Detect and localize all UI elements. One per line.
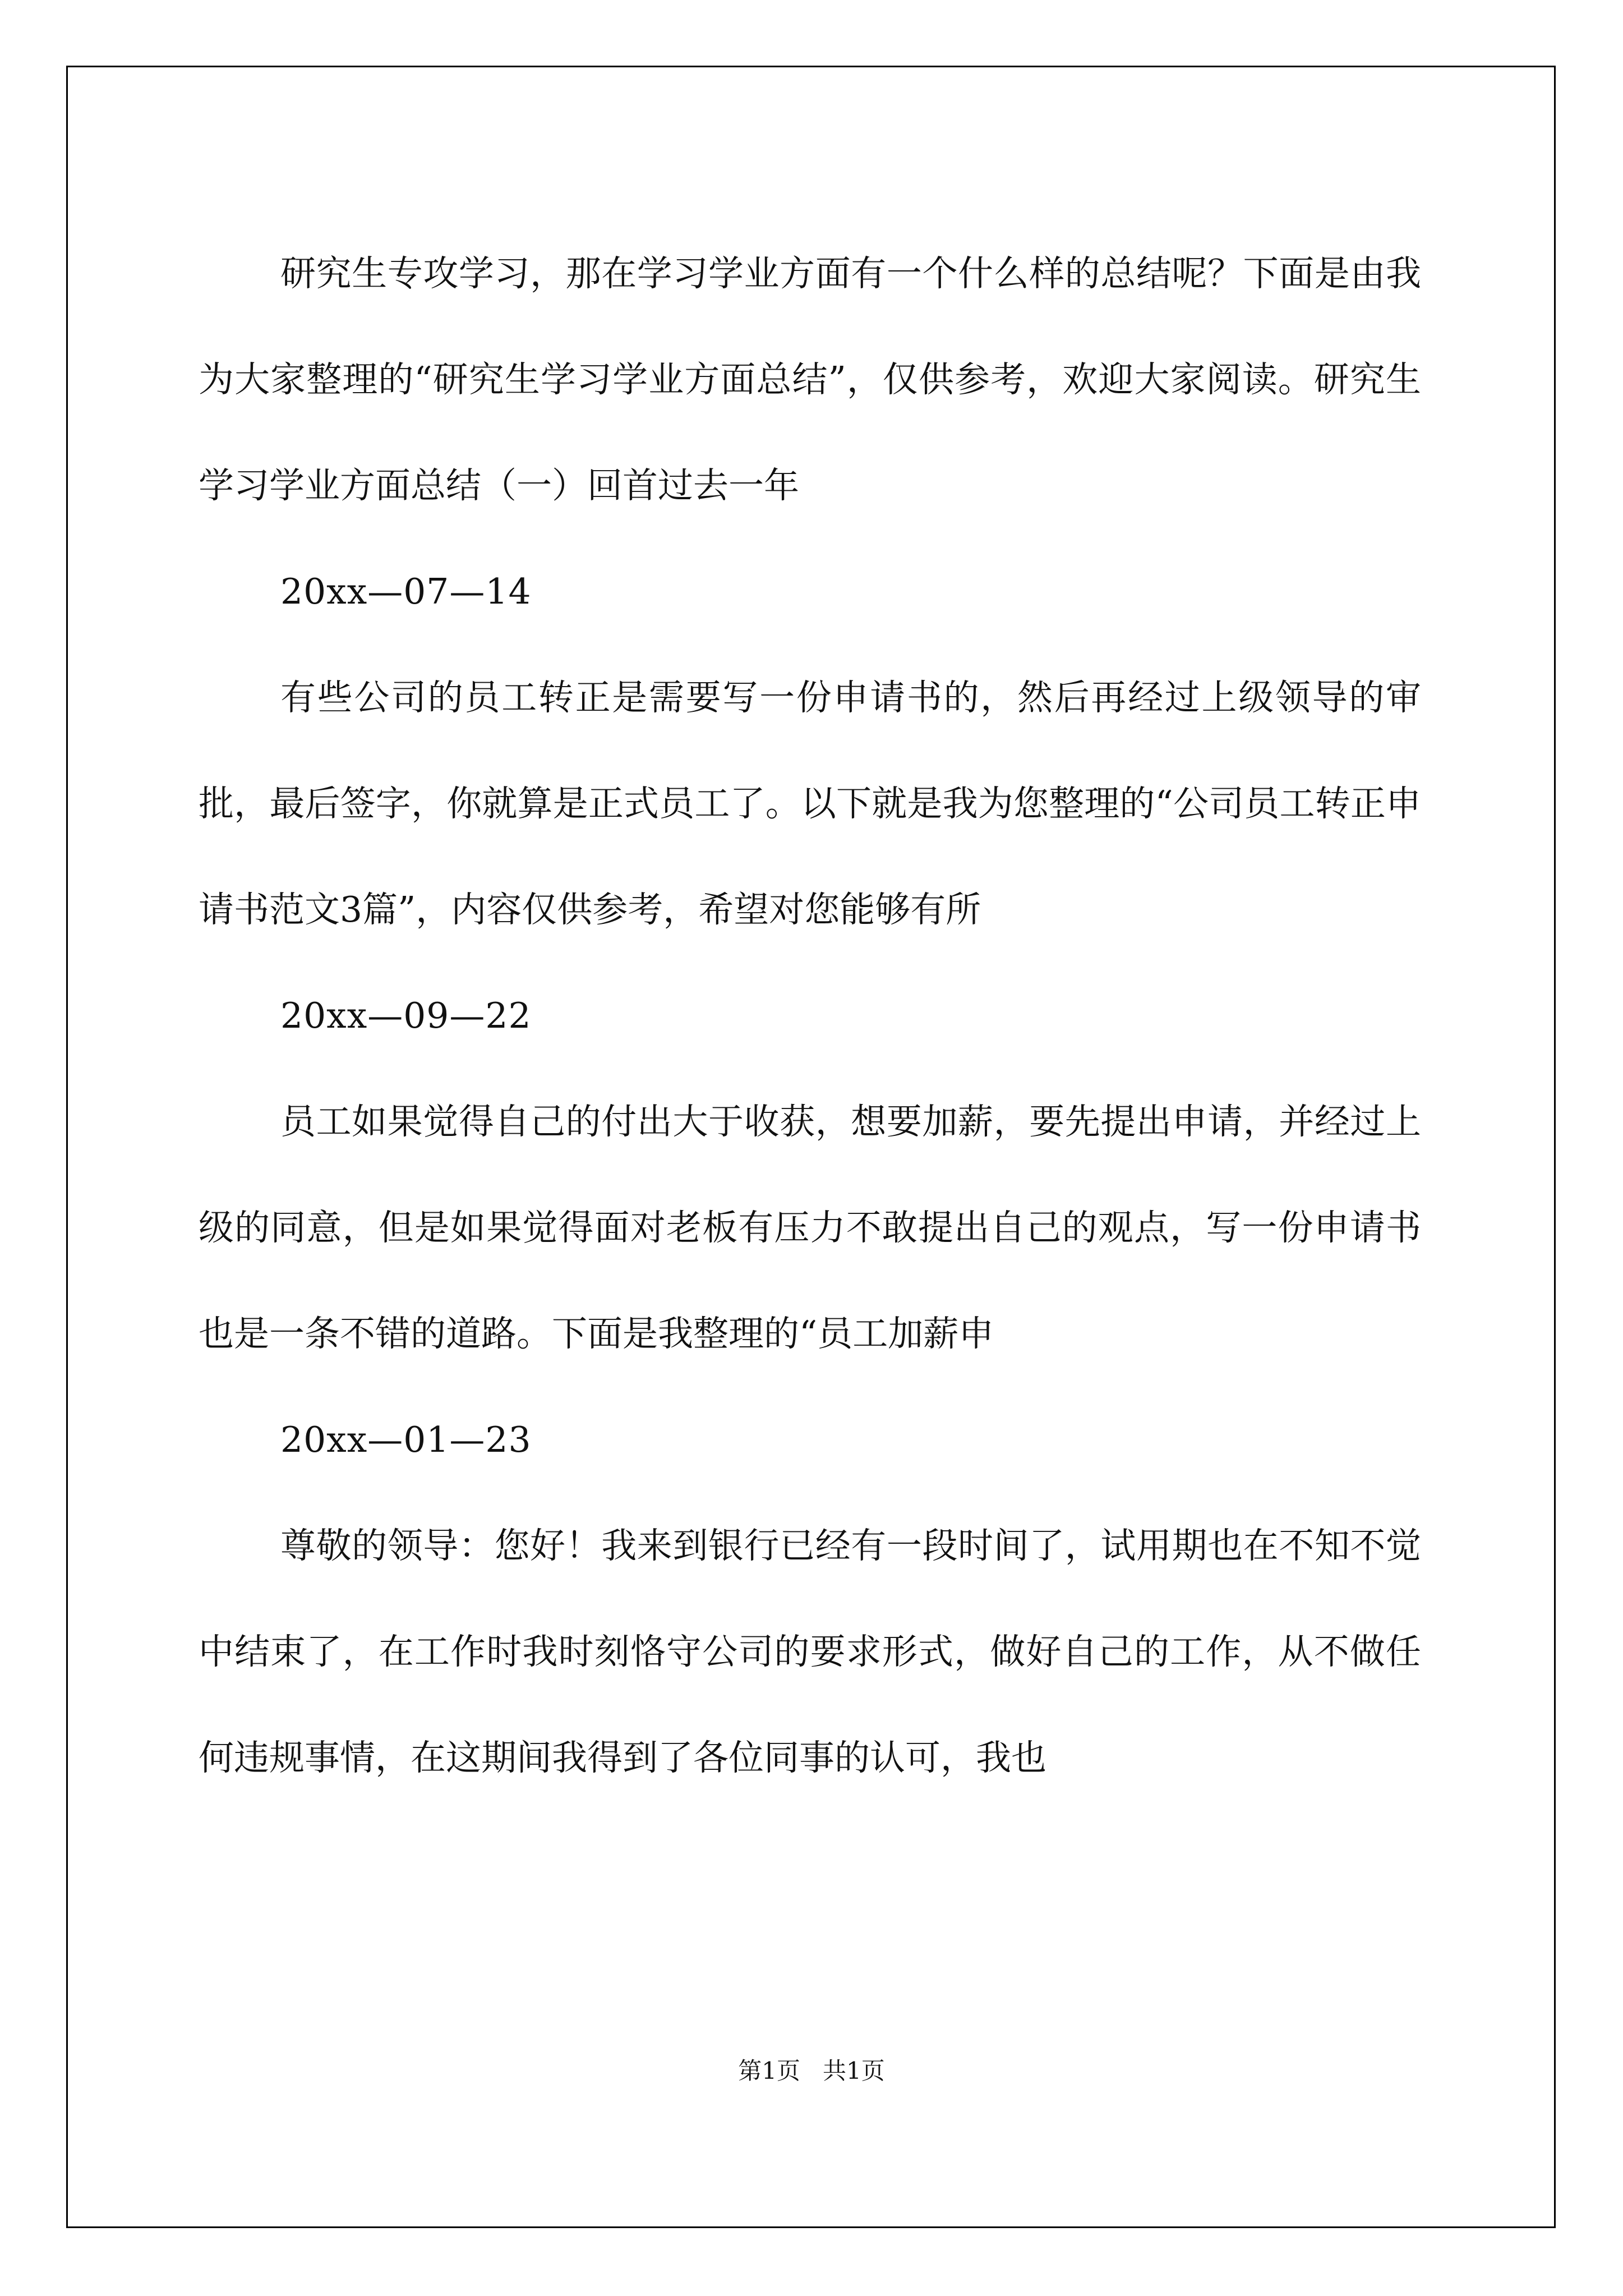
date-1: 20xx—07—14 (280, 571, 532, 612)
paragraph-2: 有些公司的员工转正是需要写一份申请书的，然后再经过上级领导的审批，最后签字，你就算是正式员工了。以下就是我为您整理的“公司员工转正申请书范文3篇”，内容仅供参考，希望对您能够有所 (199, 677, 1421, 930)
page-total: 共1页 (823, 2057, 885, 2085)
paragraph-4: 尊敬的领导：您好！我来到银行已经有一段时间了，试用期也在不知不觉中结束了，在工作时我时刻恪守公司的要求形式，做好自己的工作，从不做任何违规事情，在这期间我得到了各位同事的认可，我也 (199, 1525, 1421, 1778)
paragraph-1: 研究生专攻学习，那在学习学业方面有一个什么样的总结呢？下面是由我为大家整理的“研究生学习学业方面总结”，仅供参考，欢迎大家阅读。研究生学习学业方面总结（一）回首过去一年 (199, 253, 1421, 506)
page-number: 第1页 (738, 2057, 800, 2085)
document-body (199, 220, 1421, 1811)
date-3: 20xx—01—23 (280, 1419, 532, 1460)
page-footer (0, 2054, 1623, 2088)
paragraph-3: 员工如果觉得自己的付出大于收获，想要加薪，要先提出申请，并经过上级的同意，但是如果觉得面对老板有压力不敢提出自己的观点，写一份申请书也是一条不错的道路。下面是我整理的“员工加薪申 (199, 1101, 1421, 1354)
date-2: 20xx—09—22 (280, 995, 532, 1036)
